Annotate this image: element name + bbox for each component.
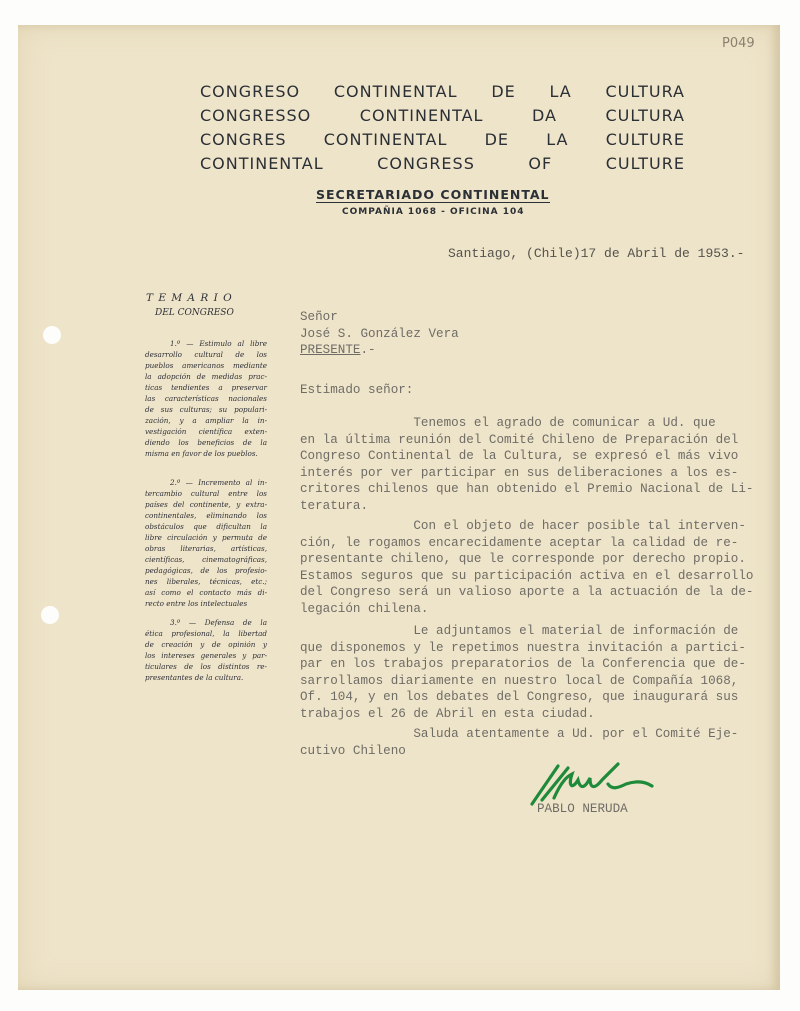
letter-line: teratura. [300, 498, 369, 513]
sidebar-item-3 [145, 617, 267, 683]
sidebar-line: ticulares de los distintos re- [145, 662, 267, 671]
sidebar-line: de sus culturas; su populari- [145, 405, 267, 414]
sidebar-line: obras literarias, artísticas, [145, 544, 267, 553]
letterhead-line: CONGRESO CONTINENTAL DE LA CULTURA [200, 82, 685, 101]
letter-line: ción, le rogamos encarecidamente aceptar la calidad de re- [300, 535, 739, 550]
sidebar-line: ticas tendientes a preservar [145, 383, 267, 392]
sidebar-line: zación, y a ampliar la in- [145, 416, 267, 425]
letter-line: Congreso Continental de la Cultura, se expresó el más vivo [300, 449, 739, 464]
sidebar-line: pueblos americanos mediante [145, 361, 267, 370]
recipient-block [300, 309, 459, 359]
sidebar-line: la adopción de medidas prac- [145, 372, 267, 381]
sidebar-line: vestigación científica exten- [145, 427, 267, 436]
letter-line: Of. 104, y en los debates del Congreso, que inaugurará sus [300, 690, 739, 705]
sidebar-line: las características nacionales [145, 394, 267, 403]
secretariat-heading: SECRETARIADO CONTINENTAL [316, 187, 550, 202]
recipient-name: José S. González Vera [300, 326, 459, 341]
sidebar-line: científicas, cinematográficas, [145, 555, 267, 564]
paragraph-2 [300, 518, 753, 618]
letter-line: Saluda atentamente a Ud. por el Comité Eje- [300, 727, 739, 741]
paragraph-3 [300, 623, 746, 723]
sidebar-line: tercambio cultural entre los [145, 489, 267, 498]
letter-line: legación chilena. [300, 601, 429, 616]
sidebar-line: nes liberales, técnicas, etc.; [145, 577, 267, 586]
sidebar-line: obstáculos que dificultan la [145, 522, 267, 531]
letter-line: que disponemos y le repetimos nuestra invitación a partici- [300, 640, 746, 655]
sidebar-line: desarrollo cultural de los [145, 350, 267, 359]
letter-line: sarrollamos diariamente en nuestro local de Compañía 1068, [300, 673, 739, 688]
sidebar-line: continentales, eliminando los [145, 511, 267, 520]
paragraph-1 [300, 415, 753, 515]
sidebar-line: de creación y de opinión y [145, 640, 267, 649]
sidebar-line: presentantes de la cultura. [145, 673, 244, 682]
sidebar-line: libre circulación y permuta de [145, 533, 267, 542]
sidebar-subtitle: DEL CONGRESO [155, 308, 234, 318]
letter-line: par en los trabajos preparatorios de la Conferencia que de- [300, 657, 746, 672]
signature-name: PABLO NERUDA [537, 802, 628, 816]
letter-line: Le adjuntamos el material de información de [300, 624, 739, 638]
letter-line: interés por ver participar en sus deliberaciones a los es- [300, 465, 739, 480]
letter-line: Tenemos el agrado de comunicar a Ud. que [300, 416, 716, 430]
letter-line: Estamos seguros que su participación activa en el desarrollo [300, 568, 754, 583]
sidebar-line: así como el contacto más di- [145, 588, 267, 597]
sidebar-line: misma en favor de los pueblos. [145, 449, 258, 458]
sidebar-line: países del continente, y extra- [145, 500, 267, 509]
letterhead-line: CONTINENTAL CONGRESS OF CULTURE [200, 154, 685, 173]
greeting: Estimado señor: [300, 383, 414, 397]
letterhead-line: CONGRESSO CONTINENTAL DA CULTURA [200, 106, 685, 125]
letter-line: del Congreso será un valioso aporte a la actuación de la de- [300, 585, 754, 600]
presente-suffix: .- [360, 343, 376, 358]
punch-hole [43, 326, 61, 344]
paragraph-closing [300, 726, 738, 759]
letter-line: presentante chileno, que le corresponde por derecho propio. [300, 552, 746, 567]
salutation-to: Señor [300, 310, 338, 324]
sidebar-line: 2.º — Incremento al in- [170, 478, 267, 487]
sidebar-line: los intereses generales y par- [145, 651, 267, 660]
letter-line: cutivo Chileno [300, 743, 406, 758]
letter-date: Santiago, (Chile)17 de Abril de 1953.- [448, 246, 745, 261]
sidebar-item-1 [145, 338, 267, 459]
punch-hole [41, 606, 59, 624]
sidebar-line: pedagógicas, de los profesio- [145, 566, 267, 575]
sidebar-line: ética profesional, la libertad [145, 629, 267, 638]
sidebar-line: 3.º — Defensa de la [170, 618, 267, 627]
letter-line: en la última reunión del Comité Chileno de Preparación del [300, 432, 739, 447]
presente-label: PRESENTE [300, 343, 361, 358]
letter-line: critores chilenos que han obtenido el Premio Nacional de Li- [300, 482, 754, 497]
letterhead-line: CONGRES CONTINENTAL DE LA CULTURE [200, 130, 685, 149]
letter-line: Con el objeto de hacer posible tal interven- [300, 519, 746, 533]
letter-line: trabajos el 26 de Abril en esta ciudad. [300, 706, 595, 721]
sidebar-item-2 [145, 477, 267, 609]
letterhead-address: COMPAÑIA 1068 - OFICINA 104 [342, 207, 525, 217]
sidebar-line: 1.º — Estimulo al libre [170, 339, 267, 348]
archive-number: P049 [722, 36, 755, 51]
sidebar-title: T E M A R I O [146, 292, 233, 304]
sidebar-line: diendo los beneficios de la [145, 438, 267, 447]
sidebar-line: recto entre los intelectuales [145, 599, 248, 608]
